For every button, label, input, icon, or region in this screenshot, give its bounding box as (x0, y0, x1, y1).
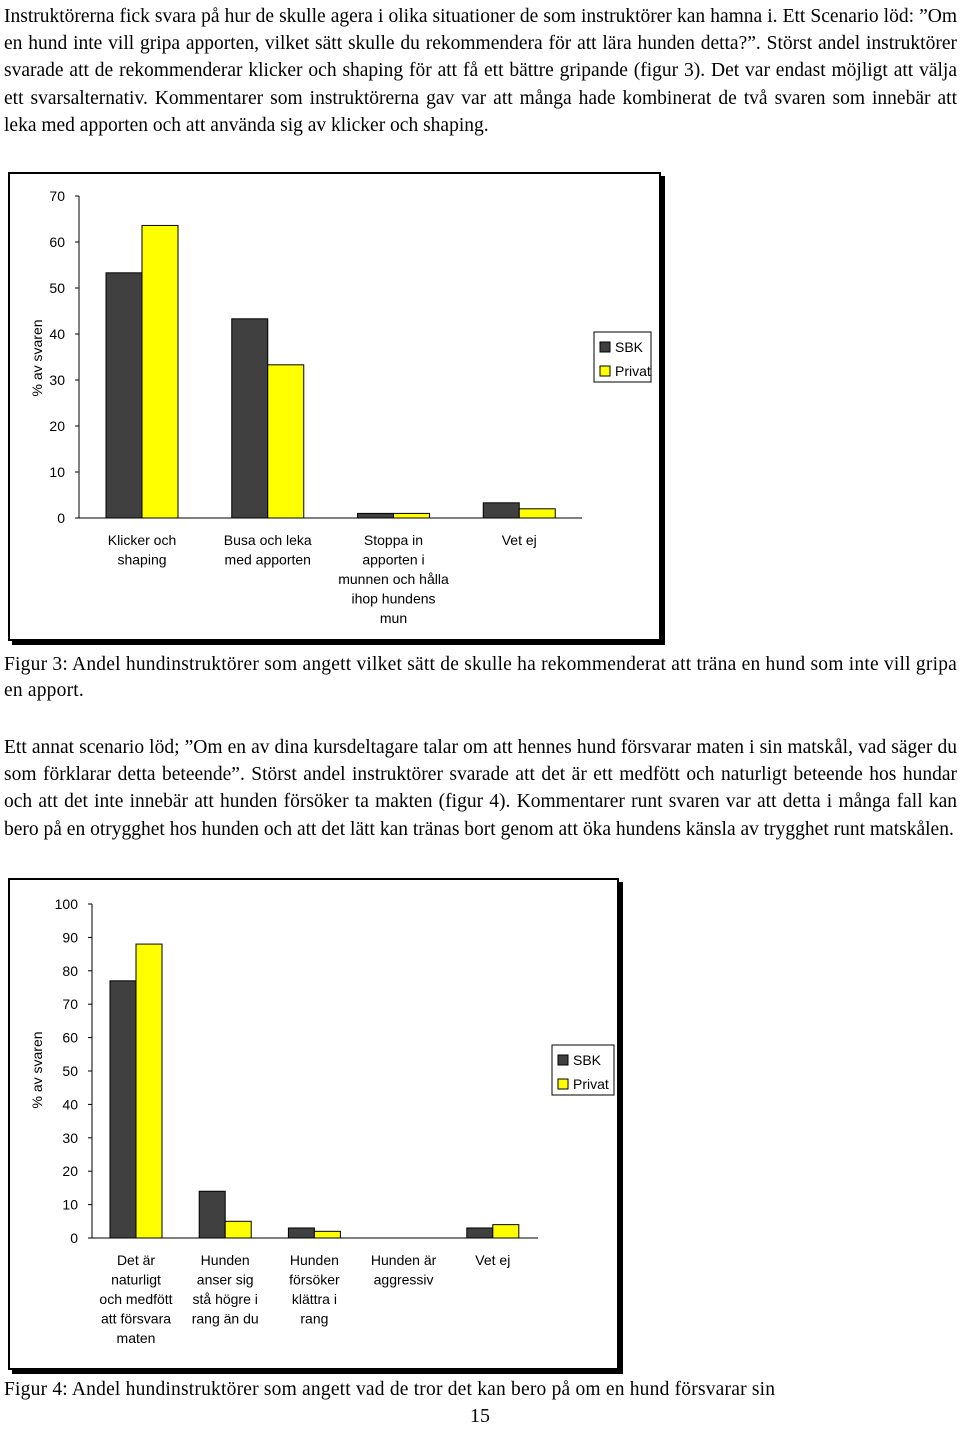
y-tick-label: 80 (62, 962, 78, 979)
bar-privat (142, 225, 178, 518)
figure-3-caption: Figur 3: Andel hundinstruktörer som angett vilket sätt de skulle ha rekommenderat att träna en hund som inte vill gripa en apport. (4, 654, 957, 701)
bar-sbk (106, 273, 142, 518)
category-label: Vet ej (475, 1252, 511, 1268)
category-label: Busa och leka (223, 532, 312, 548)
y-tick-label: 70 (49, 188, 65, 204)
category-label: Hunden (200, 1252, 250, 1268)
bar-privat (136, 944, 162, 1238)
category-label: och medfött (99, 1291, 173, 1307)
bar-privat (268, 365, 304, 518)
legend-swatch-privat (600, 366, 610, 376)
legend-swatch-sbk (600, 342, 610, 352)
category-label: Hunden är (370, 1252, 437, 1268)
bar-sbk (288, 1228, 314, 1238)
legend-label-sbk: SBK (615, 339, 644, 355)
bar-sbk (467, 1228, 493, 1238)
category-label: Hunden (289, 1252, 339, 1268)
y-tick-label: 10 (49, 464, 65, 480)
category-label: klättra i (291, 1291, 337, 1307)
y-tick-label: 90 (62, 929, 78, 946)
bar-privat (519, 509, 555, 518)
category-label: naturligt (111, 1271, 161, 1288)
category-label: munnen och hålla (338, 571, 449, 587)
y-tick-label: 70 (62, 996, 78, 1013)
legend-label-privat: Privat (615, 363, 651, 379)
paragraph-intro-fig3: Instruktörerna fick svara på hur de skulle agera i olika situationer de som instruktörer kan hamna i. Ett Scenario löd: ”Om en hund inte vill gripa apporten, vilket sätt skulle du rekommendera för att lära hunden detta?”. Störst andel instruktörer svarade att de rekommenderar klicker och shaping för att få ett bättre gripande (figur 3). Det var endast möjligt att välja ett svarsalternativ. Kommentarer som instruktörerna gav var att många hade kombinerat de två svaren som innebär att leka med apporten och att använda sig av klicker och shaping. (4, 6, 957, 136)
y-tick-label: 60 (62, 1029, 78, 1046)
legend-label-sbk: SBK (573, 1052, 602, 1068)
y-tick-label: 0 (70, 1230, 78, 1246)
y-tick-label: 100 (54, 896, 78, 912)
bar-sbk (199, 1191, 225, 1238)
bar-privat (394, 513, 430, 518)
y-tick-label: 40 (62, 1096, 78, 1113)
legend-swatch-privat (558, 1079, 568, 1089)
bar-sbk (232, 319, 268, 518)
y-tick-label: 60 (49, 234, 65, 250)
category-label: shaping (117, 551, 167, 568)
category-label: Det är (116, 1252, 156, 1268)
y-tick-label: 50 (49, 280, 65, 296)
bar-privat (493, 1225, 519, 1238)
category-label: rang än du (191, 1310, 259, 1327)
bar-sbk (358, 513, 394, 518)
y-tick-label: 40 (49, 326, 65, 342)
category-label: rang (300, 1310, 329, 1327)
y-tick-label: 20 (62, 1163, 78, 1180)
y-tick-label: 0 (57, 510, 65, 526)
y-axis-title: % av svaren (29, 319, 45, 397)
y-tick-label: 20 (49, 418, 65, 434)
category-label: Stoppa in (363, 532, 424, 548)
paragraph-intro-fig4: Ett annat scenario löd; ”Om en av dina kursdeltagare talar om att hennes hund försvarar maten i sin matskål, vad säger du som förklarar detta beteende”. Störst andel instruktörer svarade att det är ett medfött och naturligt beteende hos hundar och att det inte innebär att hunden försöker ta makten (figur 4). Kommentarer runt svaren var att detta i många fall kan bero på en otrygghet hos hunden och att det lätt kan tränas bort genom att öka hundens känsla av trygghet runt matskålen. (4, 737, 957, 840)
category-label: Vet ej (501, 532, 537, 548)
category-label: apporten i (362, 551, 425, 568)
category-label: Klicker och (107, 532, 177, 548)
bar-sbk (110, 981, 136, 1238)
category-label: stå högre i (192, 1291, 258, 1307)
figure-3-bar-chart (0, 168, 665, 645)
category-label: med apporten (224, 551, 311, 568)
legend-swatch-sbk (558, 1055, 568, 1065)
y-axis-title: % av svaren (29, 1031, 45, 1109)
legend-label-privat: Privat (573, 1076, 609, 1092)
bar-privat (225, 1221, 251, 1238)
category-label: ihop hundens (351, 590, 436, 607)
category-label: mun (379, 610, 408, 626)
category-label: att försvara (100, 1310, 172, 1327)
page-number: 15 (470, 1405, 490, 1427)
bar-privat (314, 1231, 340, 1238)
y-tick-label: 10 (62, 1196, 78, 1213)
category-label: maten (116, 1330, 156, 1346)
category-label: försöker (289, 1271, 340, 1288)
figure-4-caption: Figur 4: Andel hundinstruktörer som angett vad de tror det kan bero på om en hund försvarar sin (4, 1379, 776, 1400)
category-label: anser sig (196, 1271, 254, 1288)
y-tick-label: 30 (62, 1129, 78, 1146)
category-label: aggressiv (373, 1271, 434, 1288)
y-tick-label: 50 (62, 1063, 78, 1079)
bar-sbk (483, 503, 519, 518)
y-tick-label: 30 (49, 372, 65, 388)
figure-4-bar-chart (0, 874, 623, 1374)
